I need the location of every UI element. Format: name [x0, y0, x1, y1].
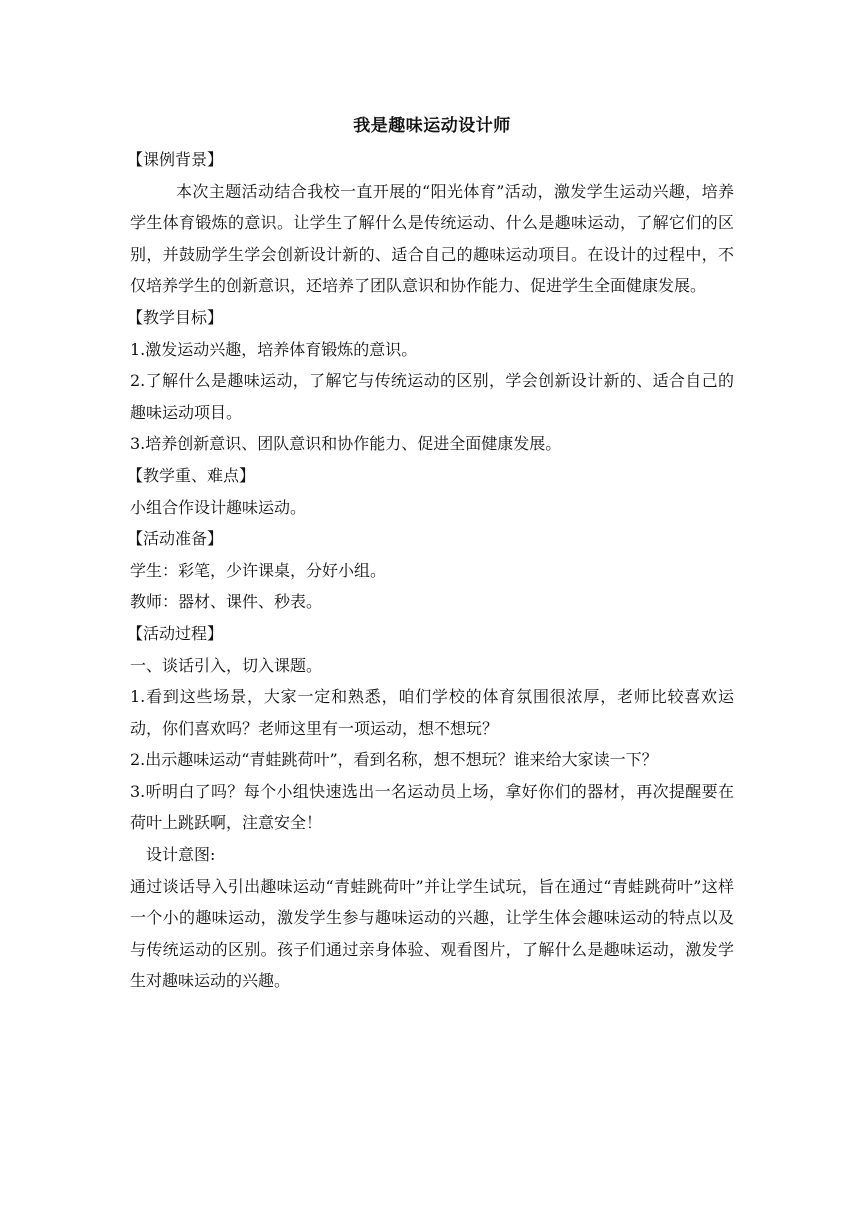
- section-heading-background: 【课例背景】: [127, 150, 224, 169]
- process-item-1: 1.看到这些场景，大家一定和熟悉，咱们学校的体育氛围很浓厚，老师比较喜欢运动，你们喜欢吗？老师这里有一项运动，想不想玩？: [130, 687, 734, 738]
- goal-item-1: 1.激发运动兴趣，培养体育锻炼的意识。: [130, 339, 418, 359]
- section-heading-preparation: 【活动准备】: [127, 529, 224, 549]
- section-heading-key-points: 【教学重、难点】: [127, 465, 256, 485]
- section-heading-goals: 【教学目标】: [127, 307, 224, 327]
- key-points-text: 小组合作设计趣味运动。: [130, 497, 307, 517]
- goal-item-3: 3.培养创新意识、团队意识和协作能力、促进全面健康发展。: [130, 434, 562, 454]
- process-step-one: 一、谈话引入，切入课题。: [130, 655, 323, 675]
- design-intent-label: 设计意图:: [146, 845, 216, 865]
- process-item-2: 2.出示趣味运动“青蛙跳荷叶”，看到名称，想不想玩？谁来给大家读一下？: [130, 750, 658, 770]
- design-intent-paragraph: 通过谈话导入引出趣味运动“青蛙跳荷叶”并让学生试玩，旨在通过“青蛙跳荷叶”这样一个小的趣味运动，激发学生参与趣味运动的兴趣，让学生体会趣味运动的特点以及与传统运动的区别。孩子们通过亲身体验、观看图片，了解什么是趣味运动，激发学生对趣味运动的兴趣。: [130, 876, 734, 991]
- preparation-teacher: 教师：器材、课件、秒表。: [130, 592, 323, 612]
- background-paragraph: 本次主题活动结合我校一直开展的“阳光体育”活动，激发学生运动兴趣，培养学生体育锻炼的意识。让学生了解什么是传统运动、什么是趣味运动，了解它们的区别，并鼓励学生学会创新设计新的、适合自己的趣味运动项目。在设计的过程中，不仅培养学生的创新意识，还培养了团队意识和协作能力、促进学生全面健康发展。: [130, 181, 734, 296]
- process-item-3: 3.听明白了吗？每个小组快速选出一名运动员上场，拿好你们的器材，再次提醒要在荷叶上跳跃啊，注意安全！: [130, 781, 734, 833]
- section-heading-process: 【活动过程】: [127, 623, 224, 643]
- preparation-students: 学生：彩笔，少许课桌，分好小组。: [130, 560, 387, 580]
- document-title: 我是趣味运动设计师: [353, 116, 511, 136]
- goal-item-2: 2.了解什么是趣味运动，了解它与传统运动的区别，学会创新设计新的、适合自己的趣味运动项目。: [130, 371, 734, 422]
